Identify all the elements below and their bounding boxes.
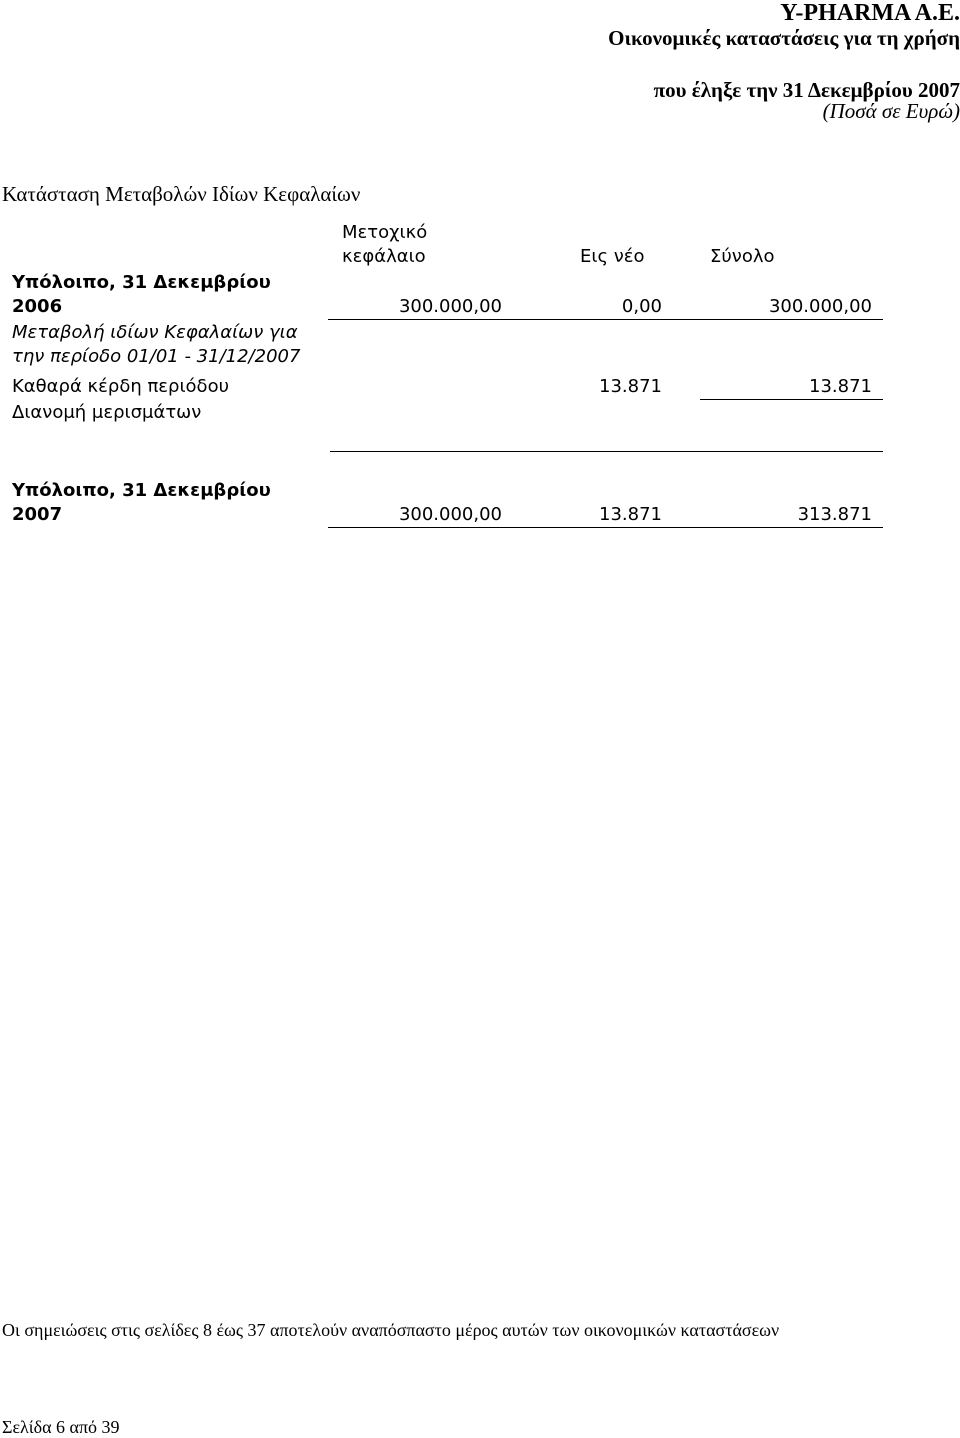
notes-disclaimer: Οι σημειώσεις στις σελίδες 8 έως 37 αποτελούν αναπόσπαστο μέρος αυτών των οικονομικών καταστάσεων xyxy=(2,1320,780,1340)
changes-label-line2: την περίοδο 01/01 - 31/12/2007 xyxy=(12,346,301,367)
closing-balance-label-line2: 2007 xyxy=(12,504,63,525)
closing-total-value: 313.871 xyxy=(797,504,872,525)
reporting-period: που έληξε την 31 Δεκεμβρίου 2007 xyxy=(653,78,960,102)
net-profit-underline xyxy=(700,399,883,400)
net-profit-label: Καθαρά κέρδη περιόδου xyxy=(12,376,230,397)
company-name: Y-PHARMA A.E. xyxy=(780,0,960,26)
net-profit-retained-value: 13.871 xyxy=(599,376,662,397)
opening-balance-label-line2: 2006 xyxy=(12,296,63,317)
opening-underline xyxy=(328,319,883,320)
changes-label-line1: Μεταβολή ιδίων Κεφαλαίων για xyxy=(12,322,298,343)
opening-balance-label-line1: Υπόλοιπο, 31 Δεκεμβρίου xyxy=(12,272,271,293)
closing-underline xyxy=(328,527,883,528)
statement-title: Κατάσταση Μεταβολών Ιδίων Κεφαλαίων xyxy=(2,182,361,206)
dividends-underline xyxy=(330,451,883,452)
opening-share-capital-value: 300.000,00 xyxy=(398,296,502,317)
col-header-total: Σύνολο xyxy=(710,246,775,267)
col-header-retained: Εις νέο xyxy=(580,246,645,267)
net-profit-total-value: 13.871 xyxy=(809,376,872,397)
dividends-label: Διανομή μερισμάτων xyxy=(12,402,202,423)
currency-note: (Ποσά σε Ευρώ) xyxy=(822,99,960,123)
document-subtitle: Οικονομικές καταστάσεις για τη χρήση xyxy=(608,26,960,50)
opening-total-value: 300.000,00 xyxy=(768,296,872,317)
opening-retained-value: 0,00 xyxy=(621,296,662,317)
page-number: Σελίδα 6 από 39 xyxy=(2,1417,120,1437)
closing-retained-value: 13.871 xyxy=(599,504,662,525)
col-header-share-capital-line1: Μετοχικό xyxy=(342,222,428,243)
col-header-share-capital-line2: κεφάλαιο xyxy=(342,246,426,267)
closing-balance-label-line1: Υπόλοιπο, 31 Δεκεμβρίου xyxy=(12,480,271,501)
closing-share-capital-value: 300.000,00 xyxy=(398,504,502,525)
